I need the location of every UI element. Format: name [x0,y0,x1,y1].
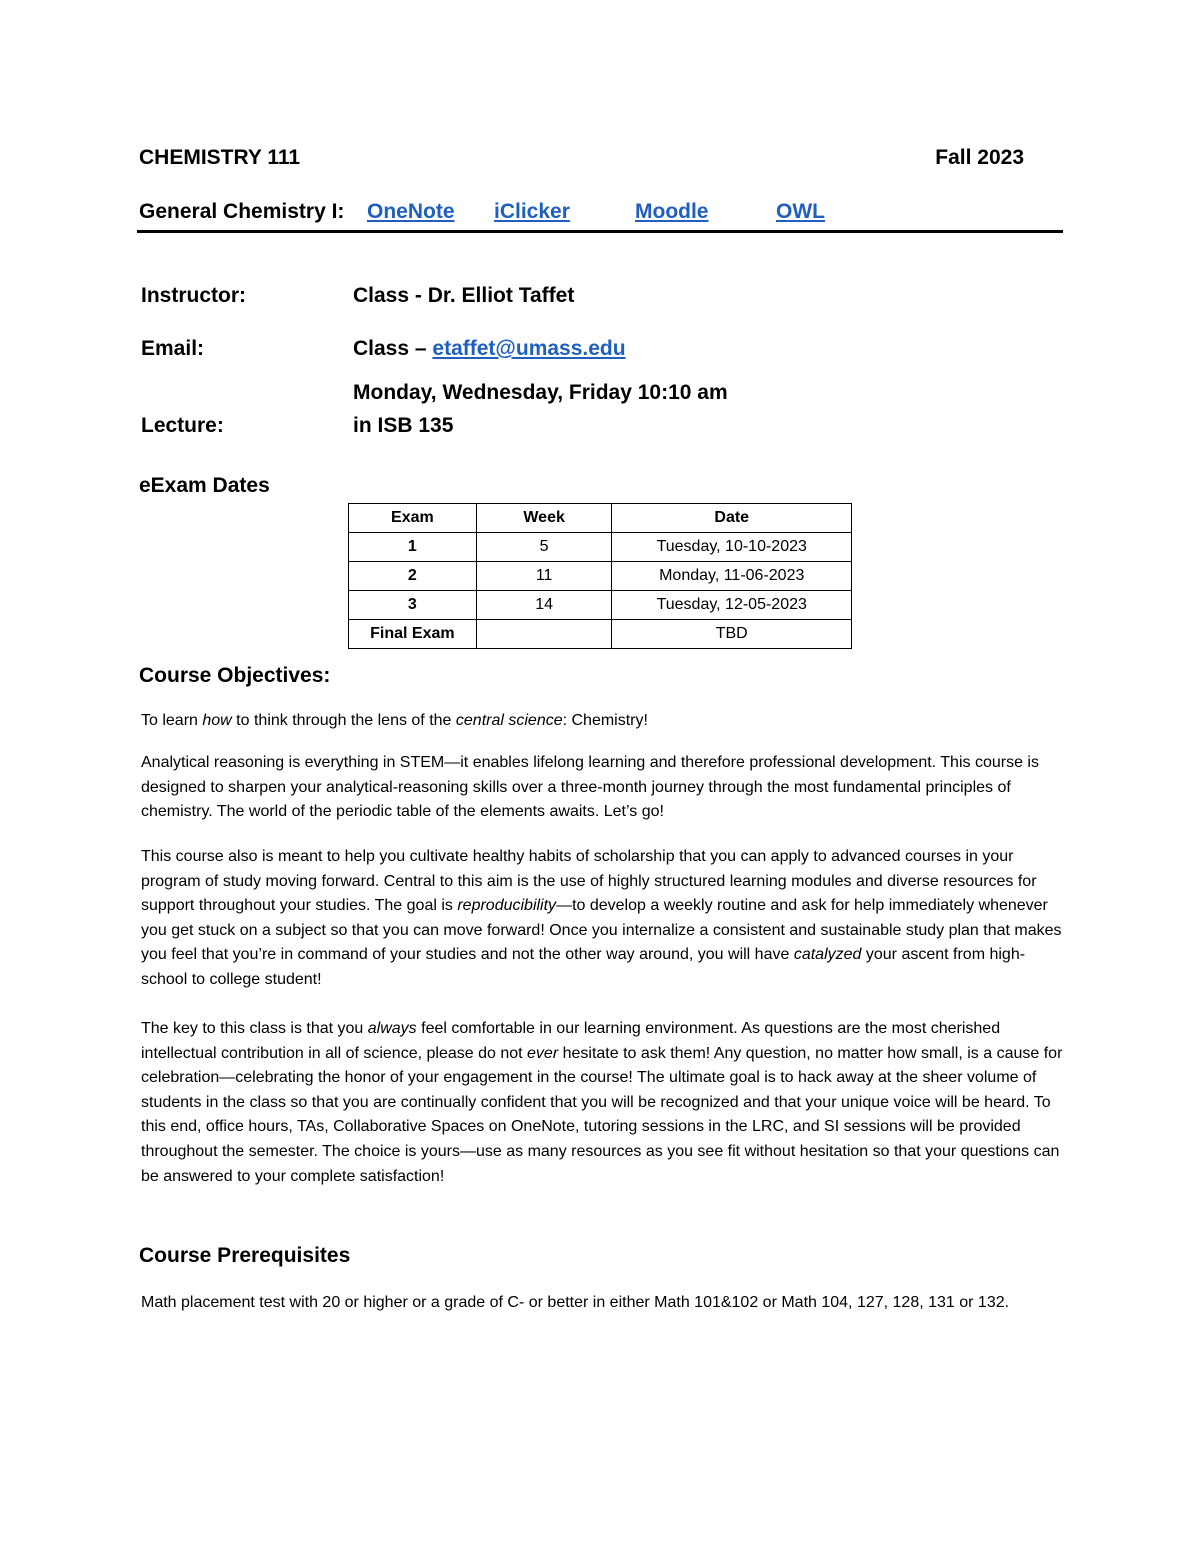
text-run: your ascent from high-school to college student! [141,946,1026,988]
exam-cell: 2 [349,562,477,591]
objectives-title: Course Objectives: [139,664,331,687]
moodle-link[interactable]: Moodle [635,200,709,223]
table-row [349,533,852,562]
text-run: hesitate to ask them! Any question, no matter how small, is a cause for celebration—celebrating the honor of your engagement in the course! The ultimate goal is to hack away at the sheer volume of students in the class so that you are continually confident that you will be recognized and that your unique voice will be heard. To this end, office hours, TAs, Collaborative Spaces on OneNote, tutoring sessions in the LRC, and SI sessions will be provided throughout the semester. The choice is yours—use as many resources as you see fit without hesitation so that your questions can be answered to your complete satisfaction! [141,1044,1063,1185]
exam-cell: 3 [349,591,477,620]
emphasis-text: central science [455,712,563,729]
text-run: To learn [141,712,203,729]
lecture-location: in ISB 135 [353,414,454,437]
exam-cell: Final Exam [349,620,477,649]
iclicker-link[interactable]: iClicker [494,200,570,223]
emphasis-text: always [367,1020,417,1037]
table-row [349,620,852,649]
exam-cell: 1 [349,533,477,562]
text-run: feel comfortable in our learning environment. As questions are the most cherished intellectual contribution in all of science, please do not [141,1020,1001,1062]
term: Fall 2023 [935,146,1024,169]
text-run: : Chemistry! [562,712,648,729]
email-prefix: Class – [353,337,433,360]
email-label: Email: [141,337,205,360]
emphasis-text: ever [527,1044,559,1062]
column-header: Exam [349,504,477,533]
date-cell: Tuesday, 12-05-2023 [612,591,852,620]
week-cell [476,620,612,649]
course-code: CHEMISTRY 111 [139,146,301,169]
emphasis-text: reproducibility [457,897,557,915]
table-row [349,591,852,620]
objectives-paragraph-2: Analytical reasoning is everything in STEM—it enables lifelong learning and therefore professional development. This course is designed to sharpen your analytical-reasoning skills over a three-month journey through the most fundamental principles of chemistry. The world of the periodic table of the elements awaits. Let’s go! [141,754,1039,821]
emphasis-text: how [202,712,232,729]
week-cell: 5 [476,533,612,562]
text-run: This course also is meant to help you cultivate healthy habits of scholarship that you can apply to advanced courses in your program of study moving forward. Central to this aim is the use of highly structured learning modules and diverse resources for support throughout your studies. The goal is [141,848,1037,915]
exam-dates-table [348,503,852,649]
date-cell: Tuesday, 10-10-2023 [612,533,852,562]
text-run: The key to this class is that you [141,1020,368,1037]
emphasis-text: catalyzed [793,946,862,964]
objectives-paragraph-4 [141,1017,1066,1189]
exam-dates-title: eExam Dates [139,474,270,497]
owl-link[interactable]: OWL [776,200,825,223]
email-value [353,337,626,361]
objectives-paragraph-1 [141,709,1066,734]
text-run: to think through the lens of the [231,712,456,729]
subtitle-row [139,200,825,224]
week-cell: 11 [476,562,612,591]
text-run: —to develop a weekly routine and ask for help immediately whenever you get stuck on a subject so that you can move forward! Once you internalize a consistent and sustainable study plan that makes you feel that you’re in command of your studies and not the other way around, you will have [141,897,1062,964]
instructor-label: Instructor: [141,284,246,307]
prerequisites-text: Math placement test with 20 or higher or a grade of C- or better in either Math 101&102 or Math 104, 127, 128, 131 or 132. [141,1294,1010,1311]
table-row [349,562,852,591]
onenote-link[interactable]: OneNote [367,200,455,223]
column-header: Week [476,504,612,533]
objectives-paragraph-3 [141,845,1066,993]
week-cell: 14 [476,591,612,620]
column-header: Date [612,504,852,533]
instructor-value: Class - Dr. Elliot Taffet [353,284,575,307]
date-cell: TBD [612,620,852,649]
lecture-label: Lecture: [141,414,224,437]
date-cell: Monday, 11-06-2023 [612,562,852,591]
header-divider [137,230,1063,233]
email-link[interactable]: etaffet@umass.edu [432,337,626,360]
table-header-row [349,504,852,533]
prerequisites-title: Course Prerequisites [139,1244,351,1267]
lecture-days: Monday, Wednesday, Friday 10:10 am [353,381,728,404]
course-subtitle: General Chemistry I: [139,200,345,223]
